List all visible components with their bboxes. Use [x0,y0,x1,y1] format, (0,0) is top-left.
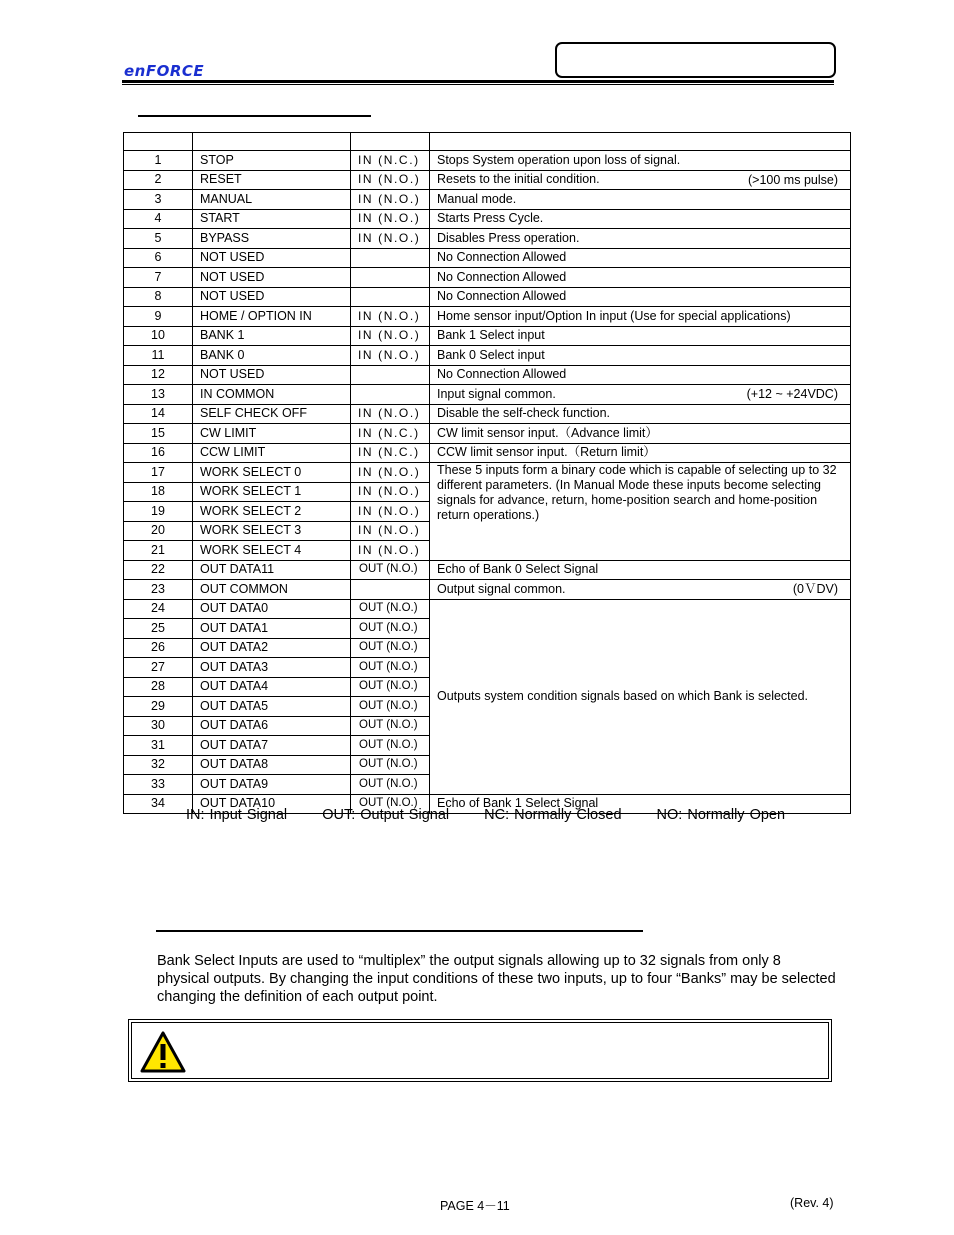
signal-io [351,365,430,385]
header-rule [122,80,834,83]
signal-name: OUT COMMON [193,580,351,600]
desc-cell [430,346,851,366]
pin-number: 29 [124,697,193,717]
signal-name: OUT DATA8 [193,755,351,775]
desc-note: (+12 ~ +24VDC) [746,387,838,401]
pin-number: 18 [124,482,193,502]
pin-number: 32 [124,755,193,775]
signal-name: WORK SELECT 4 [193,541,351,561]
signal-io: IN (N.O.) [351,326,430,346]
signal-io: OUT (N.O.) [351,677,430,697]
desc-cell [430,268,851,288]
signal-name: WORK SELECT 2 [193,502,351,522]
pin-number: 31 [124,736,193,756]
pin-number: 28 [124,677,193,697]
signal-name: WORK SELECT 1 [193,482,351,502]
signal-io: OUT (N.O.) [351,716,430,736]
desc-cell [430,307,851,327]
table-row [124,365,851,385]
signal-io: IN (N.C.) [351,443,430,463]
desc-text: No Connection Allowed [437,289,567,304]
pin-number: 26 [124,638,193,658]
signal-name: STOP [193,151,351,171]
desc-text: Stops System operation upon loss of signal. [437,152,681,167]
pin-number: 24 [124,599,193,619]
signal-io: OUT (N.O.) [351,794,430,814]
pin-number: 10 [124,326,193,346]
signal-name: OUT DATA0 [193,599,351,619]
legend-nc: NC: Normally Closed [484,807,622,823]
table-row [124,170,851,190]
warning-triangle-icon [140,1031,186,1073]
pin-number: 4 [124,209,193,229]
desc-text: Disables Press operation. [437,230,580,245]
work-select-desc: These 5 inputs form a binary code which is capable of selecting up to 32 different parameters. (In Manual Mode these inputs become selecting signals for advance, return, home-position search and home-position return operations.) [430,463,851,561]
revision: (Rev. 4) [790,1196,834,1210]
table-row [124,580,851,600]
pin-number: 11 [124,346,193,366]
table-row [124,443,851,463]
pin-number: 33 [124,775,193,795]
header-rule-thin [122,84,834,85]
signal-name: OUT DATA3 [193,658,351,678]
signal-name: RESET [193,170,351,190]
signal-io: IN (N.O.) [351,463,430,483]
pin-number: 34 [124,794,193,814]
pin-number: 13 [124,385,193,405]
desc-cell [430,151,851,171]
table-row [124,599,851,619]
signal-io [351,248,430,268]
desc-text: CW limit sensor input.（Advance limit） [437,425,658,440]
signal-name: OUT DATA5 [193,697,351,717]
signal-io: OUT (N.O.) [351,755,430,775]
signal-io: OUT (N.O.) [351,638,430,658]
signal-io [351,268,430,288]
signal-name: OUT DATA9 [193,775,351,795]
signal-name: CW LIMIT [193,424,351,444]
section-heading-underline [138,115,371,117]
table-row [124,560,851,580]
section-heading-underline-2 [156,930,643,932]
header-cell-io [351,133,430,151]
pin-number: 22 [124,560,193,580]
desc-cell [430,190,851,210]
table-row [124,385,851,405]
signal-io: IN (N.O.) [351,404,430,424]
pin-number: 20 [124,521,193,541]
pin-number: 15 [124,424,193,444]
legend-no: NO: Normally Open [656,807,786,823]
table-row [124,248,851,268]
signal-io: IN (N.O.) [351,190,430,210]
pin-number: 21 [124,541,193,561]
table-row [124,404,851,424]
signal-name: START [193,209,351,229]
desc-cell [430,326,851,346]
signal-name: CCW LIMIT [193,443,351,463]
pin-number: 1 [124,151,193,171]
legend-in: IN: Input Signal [186,807,288,823]
signal-io: IN (N.O.) [351,307,430,327]
pin-number: 25 [124,619,193,639]
table-row [124,424,851,444]
signal-io: OUT (N.O.) [351,775,430,795]
signal-io [351,580,430,600]
pin-number: 7 [124,268,193,288]
desc-text: Output signal common. [437,581,566,596]
signal-name: NOT USED [193,268,351,288]
table-row [124,307,851,327]
desc-cell [430,560,851,580]
pin-number: 9 [124,307,193,327]
legend-out: OUT: Output Signal [322,807,450,823]
signal-name: OUT DATA2 [193,638,351,658]
signal-name: NOT USED [193,287,351,307]
signal-name: SELF CHECK OFF [193,404,351,424]
signal-io: OUT (N.O.) [351,560,430,580]
desc-cell [430,229,851,249]
header-cell-name [193,133,351,151]
signal-name: NOT USED [193,248,351,268]
out-data-desc: Outputs system condition signals based on which Bank is selected. [430,599,851,794]
signal-io: OUT (N.O.) [351,658,430,678]
signal-name: BANK 0 [193,346,351,366]
pin-number: 12 [124,365,193,385]
desc-text: Resets to the initial condition. [437,172,600,187]
table-row [124,209,851,229]
page-number: PAGE 4－11 [440,1199,510,1213]
pin-number: 6 [124,248,193,268]
pin-number: 27 [124,658,193,678]
header-title-box [555,42,836,78]
desc-cell [430,209,851,229]
signal-io [351,287,430,307]
signal-io: OUT (N.O.) [351,736,430,756]
desc-note: (>100 ms pulse) [748,172,838,187]
signal-io [351,385,430,405]
desc-cell [430,404,851,424]
pin-number: 2 [124,170,193,190]
signal-name: OUT DATA7 [193,736,351,756]
signal-legend [186,807,815,823]
table-row [124,326,851,346]
desc-text: CCW limit sensor input.（Return limit） [437,445,656,460]
bank-select-paragraph: Bank Select Inputs are used to “multiplex” the output signals allowing up to 32 signals from only 8 physical outputs. By changing the input conditions of these two inputs, up to four “Banks” may be selected changing the definition of each output point. [157,953,836,1005]
desc-text: No Connection Allowed [437,269,567,284]
pin-number: 30 [124,716,193,736]
signal-io: OUT (N.O.) [351,697,430,717]
desc-cell [430,170,851,190]
table-row [124,268,851,288]
signal-io: IN (N.O.) [351,346,430,366]
desc-cell [430,365,851,385]
desc-text: Starts Press Cycle. [437,211,544,226]
signal-io: IN (N.O.) [351,229,430,249]
header-cell-no [124,133,193,151]
table-row [124,287,851,307]
desc-cell [430,443,851,463]
pin-number: 23 [124,580,193,600]
desc-text: Input signal common. [437,386,556,401]
desc-text: Manual mode. [437,191,517,206]
signal-io: IN (N.O.) [351,521,430,541]
signal-io: IN (N.C.) [351,151,430,171]
signal-name: HOME / OPTION IN [193,307,351,327]
signal-name: NOT USED [193,365,351,385]
signal-name: BYPASS [193,229,351,249]
desc-text: Echo of Bank 0 Select Signal [437,562,599,577]
desc-text: No Connection Allowed [437,367,567,382]
desc-text: Home sensor input/Option In input (Use for special applications) [437,308,791,323]
signal-name: BANK 1 [193,326,351,346]
pin-number: 19 [124,502,193,522]
signal-name: OUT DATA6 [193,716,351,736]
desc-cell [430,385,851,405]
table-row [124,190,851,210]
signal-io: OUT (N.O.) [351,599,430,619]
pin-number: 5 [124,229,193,249]
signal-name: IN COMMON [193,385,351,405]
signal-name: WORK SELECT 0 [193,463,351,483]
desc-text: Disable the self-check function. [437,406,611,421]
warning-box [128,1019,832,1082]
signal-name: OUT DATA4 [193,677,351,697]
signal-io: IN (N.C.) [351,424,430,444]
desc-cell [430,580,851,600]
table-row [124,151,851,171]
table-row [124,463,851,483]
desc-cell [430,424,851,444]
signal-io: IN (N.O.) [351,502,430,522]
desc-text: No Connection Allowed [437,250,567,265]
desc-cell [430,248,851,268]
desc-text: Bank 1 Select input [437,328,545,343]
desc-note: (0ＶDV) [792,582,838,596]
enforce-logo: enFORCE [124,62,205,80]
signal-io: IN (N.O.) [351,209,430,229]
pin-number: 14 [124,404,193,424]
signal-name: MANUAL [193,190,351,210]
signal-name: WORK SELECT 3 [193,521,351,541]
table-row [124,346,851,366]
header-cell-desc [430,133,851,151]
desc-cell [430,287,851,307]
signal-io: OUT (N.O.) [351,619,430,639]
table-header-row [124,133,851,151]
table-row [124,229,851,249]
signal-io: IN (N.O.) [351,482,430,502]
pin-number: 16 [124,443,193,463]
signal-io: IN (N.O.) [351,541,430,561]
signal-name: OUT DATA1 [193,619,351,639]
io-signal-table [123,132,851,814]
pin-number: 3 [124,190,193,210]
pin-number: 8 [124,287,193,307]
signal-name: OUT DATA10 [193,794,351,814]
desc-text: Bank 0 Select input [437,347,545,362]
signal-io: IN (N.O.) [351,170,430,190]
signal-name: OUT DATA11 [193,560,351,580]
pin-number: 17 [124,463,193,483]
desc-text: Echo of Bank 1 Select Signal [437,796,599,811]
